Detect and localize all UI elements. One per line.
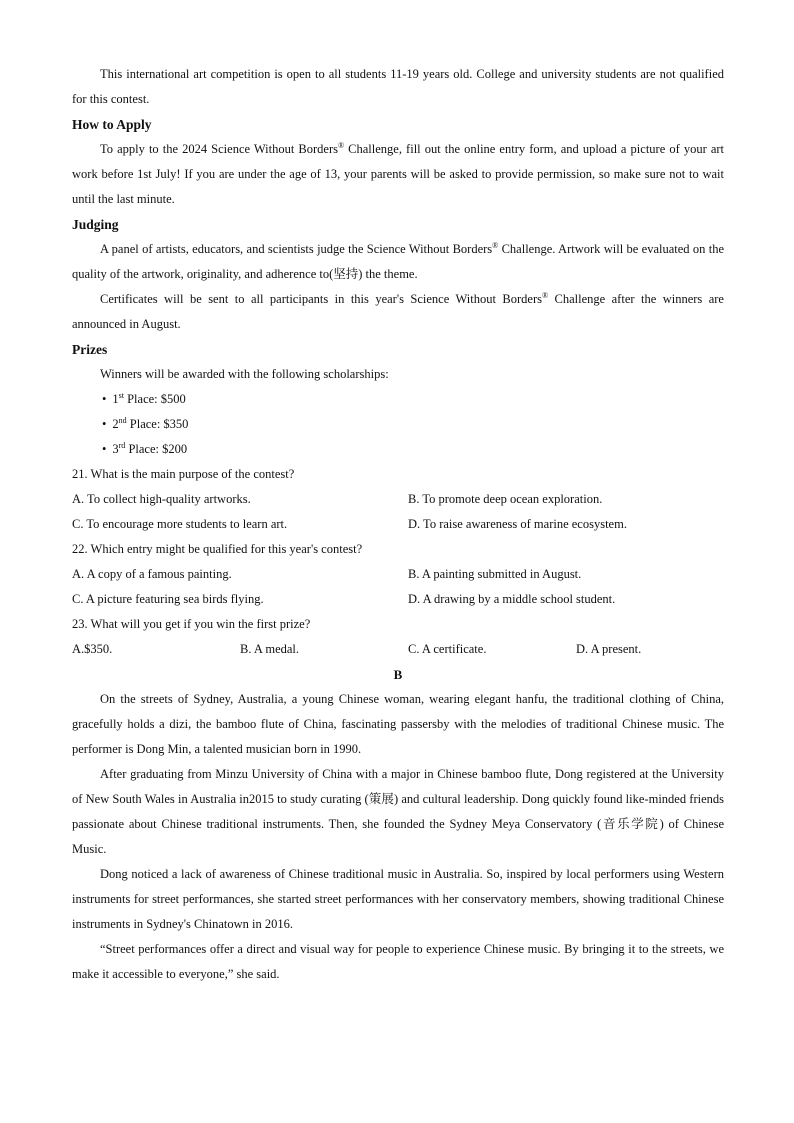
prize-item-3 (72, 437, 724, 462)
prizes-intro: Winners will be awarded with the following scholarships: (100, 367, 389, 381)
prizes-heading: Prizes (72, 342, 108, 357)
judging-p1-end: Challenge. Artwork will be evaluated on the quality of the artwork, originality, and adherence to(坚持) the theme. (72, 242, 724, 281)
option-c: C. A picture featuring sea birds flying. (72, 592, 264, 606)
registered-mark: ® (541, 291, 549, 300)
prize-ordinal: rd (118, 441, 126, 450)
judging-p2-end: Challenge after the winners are announced in August. (72, 292, 724, 331)
how-to-apply-heading: How to Apply (72, 117, 152, 132)
prize-item-1 (72, 387, 724, 412)
document-page (72, 62, 724, 987)
section-b-label: B (393, 667, 403, 682)
judging-paragraph-2 (72, 287, 724, 337)
option-a: A. A copy of a famous painting. (72, 567, 232, 581)
passage-b-paragraph-4: “Street performances offer a direct and visual way for people to experience Chinese music. By bringing it to the streets, we make it accessible to everyone,” she said. (72, 942, 724, 981)
registered-mark: ® (338, 141, 345, 150)
question-21-stem: 21. What is the main purpose of the contest? (72, 467, 295, 481)
question-23-stem: 23. What will you get if you win the first prize? (72, 617, 311, 631)
judging-p2-start: Certificates will be sent to all participants in this year's Science Without Borders (100, 292, 542, 306)
option-a: A.$350. (72, 642, 113, 656)
eligibility-paragraph: This international art competition is open to all students 11-19 years old. College and university students are not qualified for this contest. (72, 67, 724, 106)
bullet-icon: • (102, 442, 107, 456)
question-21-options-row-2 (72, 512, 724, 537)
option-b: B. A painting submitted in August. (408, 567, 582, 581)
how-to-apply-paragraph (72, 137, 724, 212)
judging-p1-start: A panel of artists, educators, and scientists judge the Science Without Borders (100, 242, 493, 256)
prize-item-2 (72, 412, 724, 437)
prize-amount: Place: $500 (123, 392, 186, 406)
question-22-options-row-2 (72, 587, 724, 612)
bullet-icon: • (102, 417, 107, 431)
judging-paragraph-1 (72, 237, 724, 287)
option-c: C. To encourage more students to learn art. (72, 517, 288, 531)
prize-num: 2 (112, 417, 119, 431)
passage-b-paragraph-2: After graduating from Minzu University of China with a major in Chinese bamboo flute, Dong registered at the University of New South Wales in Australia in2015 to study curating (策展) and cultural leadership. Dong quickly found like-minded friends passionate about Chinese traditional instruments. Then, she founded the Sydney Meya Conservatory (音乐学院) of Chinese Music. (72, 767, 724, 856)
prize-amount: Place: $200 (125, 442, 188, 456)
option-a: A. To collect high-quality artworks. (72, 492, 251, 506)
option-b: B. To promote deep ocean exploration. (408, 492, 603, 506)
prize-num: 3 (112, 442, 119, 456)
passage-b-paragraph-1: On the streets of Sydney, Australia, a young Chinese woman, wearing elegant hanfu, the traditional clothing of China, gracefully holds a dizi, the bamboo flute of China, fascinating passersby with the melodies of traditional Chinese music. The performer is Dong Min, a talented musician born in 1990. (72, 692, 724, 756)
bullet-icon: • (102, 392, 107, 406)
option-d: D. To raise awareness of marine ecosystem. (408, 517, 627, 531)
prize-num: 1 (112, 392, 119, 406)
prize-ordinal: st (118, 391, 124, 400)
passage-b-paragraph-3: Dong noticed a lack of awareness of Chinese traditional music in Australia. So, inspired by local performers using Western instruments for street performances, she started street performances with her conservatory members, showing traditional Chinese instruments in Sydney's Chinatown in 2016. (72, 867, 724, 931)
question-22-options-row-1 (72, 562, 724, 587)
prize-ordinal: nd (118, 416, 127, 425)
registered-mark: ® (492, 241, 499, 250)
option-c: C. A certificate. (408, 642, 487, 656)
option-d: D. A present. (576, 642, 642, 656)
question-23-options-row (72, 637, 724, 662)
judging-heading: Judging (72, 217, 119, 232)
question-22-stem: 22. Which entry might be qualified for this year's contest? (72, 542, 363, 556)
option-d: D. A drawing by a middle school student. (408, 592, 616, 606)
question-21-options-row-1 (72, 487, 724, 512)
apply-text-start: To apply to the 2024 Science Without Borders (100, 142, 339, 156)
apply-text-end: Challenge, fill out the online entry form, and upload a picture of your art work before 1st July! If you are under the age of 13, your parents will be asked to provide permission, so make sure not to wait until the last minute. (72, 142, 724, 206)
option-b: B. A medal. (240, 642, 300, 656)
prize-amount: Place: $350 (126, 417, 189, 431)
